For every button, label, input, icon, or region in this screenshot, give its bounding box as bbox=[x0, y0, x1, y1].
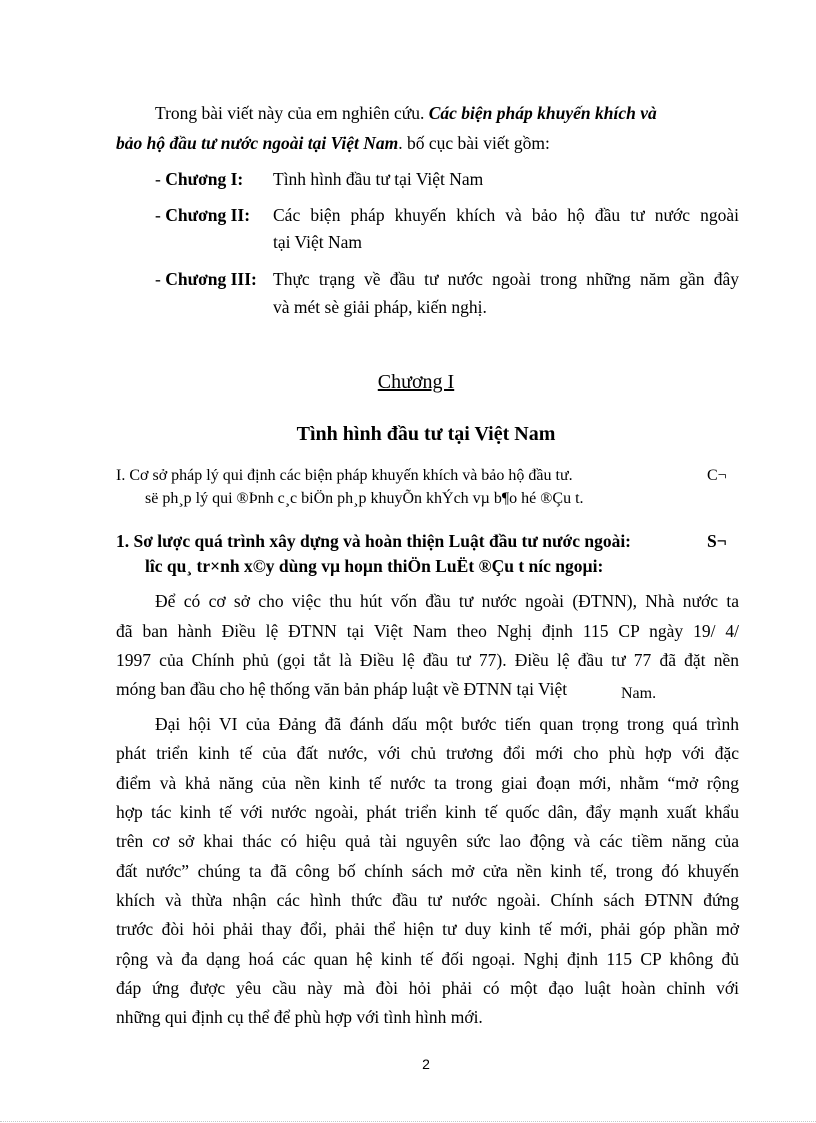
subsection-heading: 1. Sơ lược quá trình xây dựng và hoàn thiện Luật đầu tư nước ngoài: bbox=[116, 531, 632, 551]
paragraph-line: hợp tác kinh tế với nước ngoài, phát triển kinh tế quốc dân, đẩy mạnh xuất khẩu bbox=[116, 802, 739, 822]
paragraph-line: điểm và khả năng của nền kinh tế nước ta trong giai đoạn mới, nhằm “mở rộng bbox=[116, 773, 739, 793]
paragraph-line: trước đòi hỏi phải thay đổi, phải thể hiện tư duy kinh tế mới, phải góp phần mở bbox=[116, 919, 739, 939]
outline-dash: - bbox=[155, 169, 161, 189]
outline-item bbox=[155, 169, 243, 189]
section-heading-garbled: C¬ bbox=[707, 467, 727, 484]
outline-label: Chương III: bbox=[165, 269, 257, 289]
paragraph-line: khích và thừa nhận các hình thức đầu tư nước ngoài. Chính sách ĐTNN đứng bbox=[116, 890, 739, 910]
paragraph-line: đất nước” chúng ta đã công bố chính sách mở cửa nền kinh tế, trong đó khuyến bbox=[116, 861, 739, 881]
chapter-title: Tình hình đầu tư tại Việt Nam bbox=[296, 423, 556, 445]
intro-title-part-1: Các biện pháp khuyến khích và bbox=[428, 103, 657, 123]
intro-line-2 bbox=[116, 133, 550, 153]
intro-line-1 bbox=[155, 103, 657, 123]
page-number: 2 bbox=[422, 1056, 430, 1072]
paragraph-line: đã ban hành Điều lệ ĐTNN tại Việt Nam theo Nghị định 115 CP ngày 19/ 4/ bbox=[116, 621, 739, 641]
paragraph-line: trên cơ sở khai thác có hiệu quả tài nguyên sức lao động và các tiềm năng của bbox=[116, 831, 739, 851]
paragraph-line: phát triển kinh tế của đất nước, với chủ trương đổi mới cho phù hợp với đặc bbox=[116, 743, 739, 763]
outline-dash: - bbox=[155, 205, 161, 225]
intro-suffix: . bố cục bài viết gồm: bbox=[398, 133, 550, 153]
paragraph-line: 1997 của Chính phủ (gọi tắt là Điều lệ đầu tư 77). Điều lệ đầu tư 77 đã đặt nền bbox=[116, 650, 739, 670]
paragraph-line: Nam. bbox=[621, 685, 657, 702]
outline-dash: - bbox=[155, 269, 161, 289]
paragraph-line: rộng và đa dạng hoá các quan hệ kinh tế đối ngoại. Nghị định 115 CP không đủ bbox=[116, 949, 739, 969]
paragraph-line: đáp ứng được yêu cầu này mà đòi hỏi phải có một đạo luật hoàn chỉnh với bbox=[116, 978, 739, 998]
subsection-heading-garbled: S¬ bbox=[707, 531, 727, 551]
intro-title-part-2: bảo hộ đầu tư nước ngoài tại Việt Nam bbox=[116, 133, 399, 153]
paragraph-line: Đại hội VI của Đảng đã đánh dấu một bước tiến quan trọng trong quá trình bbox=[155, 714, 739, 734]
outline-text: Thực trạng về đầu tư nước ngoài trong những năm gần đây bbox=[273, 269, 739, 289]
intro-prefix: Trong bài viết này của em nghiên cứu. bbox=[155, 103, 425, 123]
page-break-divider bbox=[0, 1121, 816, 1122]
outline-label: Chương I: bbox=[165, 169, 244, 189]
chapter-label: Chương I bbox=[377, 371, 455, 393]
paragraph-line: Để có cơ sở cho việc thu hút vốn đầu tư nước ngoài (ĐTNN), Nhà nước ta bbox=[155, 591, 739, 611]
outline-text: Tình hình đầu tư tại Việt Nam bbox=[273, 169, 484, 189]
outline-text: tại Việt Nam bbox=[273, 232, 363, 252]
outline-text: và mét sè giải pháp, kiến nghị. bbox=[273, 297, 487, 317]
outline-item bbox=[155, 269, 257, 289]
paragraph-line: những qui định cụ thể để phù hợp với tình hình mới. bbox=[116, 1007, 483, 1027]
section-heading: I. Cơ sở pháp lý qui định các biện pháp khuyến khích và bảo hộ đầu tư. bbox=[116, 467, 573, 484]
outline-text: Các biện pháp khuyến khích và bảo hộ đầu tư nước ngoài bbox=[273, 205, 739, 225]
subsection-heading-garbled-line: lîc qu¸ tr×nh x©y dùng vµ hoµn thiÖn LuËt ®Çu t níc ngoµi: bbox=[145, 556, 604, 576]
paragraph-line: móng ban đầu cho hệ thống văn bản pháp luật về ĐTNN tại Việt bbox=[116, 679, 568, 699]
section-heading-garbled-line: së ph¸p lý qui ®Þnh c¸c biÖn ph¸p khuyÕn khÝch vµ b¶o hé ®Çu t. bbox=[145, 490, 584, 507]
outline-label: Chương II: bbox=[165, 205, 251, 225]
outline-item bbox=[155, 205, 250, 225]
